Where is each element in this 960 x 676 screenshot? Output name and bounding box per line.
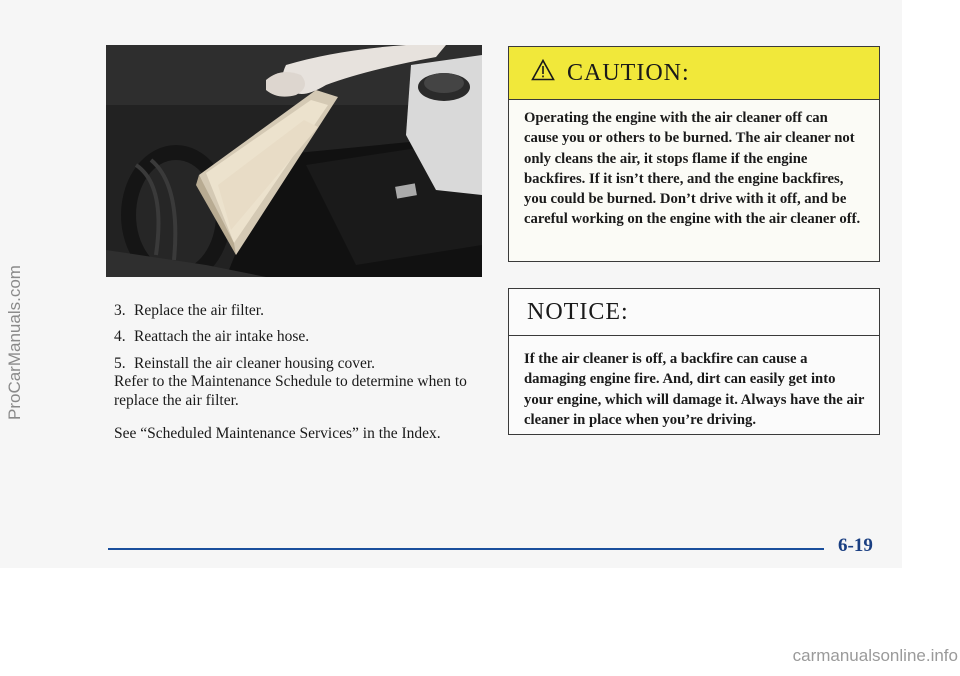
notice-title: NOTICE: bbox=[509, 289, 879, 336]
page-number: 6-19 bbox=[838, 535, 873, 556]
step-item bbox=[114, 327, 494, 346]
notice-box bbox=[508, 288, 880, 435]
step-text: Reattach the air intake hose. bbox=[134, 328, 310, 346]
notice-text: If the air cleaner is off, a backfire can cause a damaging engine fire. And, dirt can easily get into your engine, which will damage it. Always have the air cleaner in place when you’re driving. bbox=[524, 351, 865, 428]
step-text: Reinstall the air cleaner housing cover. bbox=[134, 354, 376, 372]
steps-list bbox=[114, 301, 494, 380]
caution-header bbox=[509, 47, 879, 100]
caution-text: Operating the engine with the air cleaner off can cause you or others to be burned. The air cleaner not only cleans the air, it stops flame if the engine backfires. If it isn’t there, and the engine backfires, you could be burned. Don’t drive with it off, and be careful working on the engine with the air cleaner off. bbox=[524, 110, 861, 228]
footer-rule bbox=[108, 548, 824, 550]
index-reference-paragraph: See “Scheduled Maintenance Services” in the Index. bbox=[114, 425, 441, 442]
step-number: 3. bbox=[114, 302, 126, 319]
step-number: 4. bbox=[114, 328, 126, 346]
caution-title: CAUTION: bbox=[567, 59, 690, 86]
warning-triangle-icon bbox=[531, 59, 555, 88]
maintenance-paragraph: Refer to the Maintenance Schedule to determine when to replace the air filter. bbox=[114, 373, 467, 409]
step-number: 5. bbox=[114, 354, 126, 372]
photo-illustration bbox=[106, 45, 482, 277]
step-text: Replace the air filter. bbox=[134, 302, 264, 319]
left-watermark bbox=[0, 0, 30, 676]
air-filter-photo bbox=[106, 45, 482, 277]
bottom-watermark: carmanualsonline.info bbox=[792, 646, 958, 665]
left-watermark-text: ProCarManuals.com bbox=[5, 265, 24, 420]
caution-box bbox=[508, 46, 880, 262]
step-item bbox=[114, 301, 494, 320]
step-item bbox=[114, 354, 494, 373]
